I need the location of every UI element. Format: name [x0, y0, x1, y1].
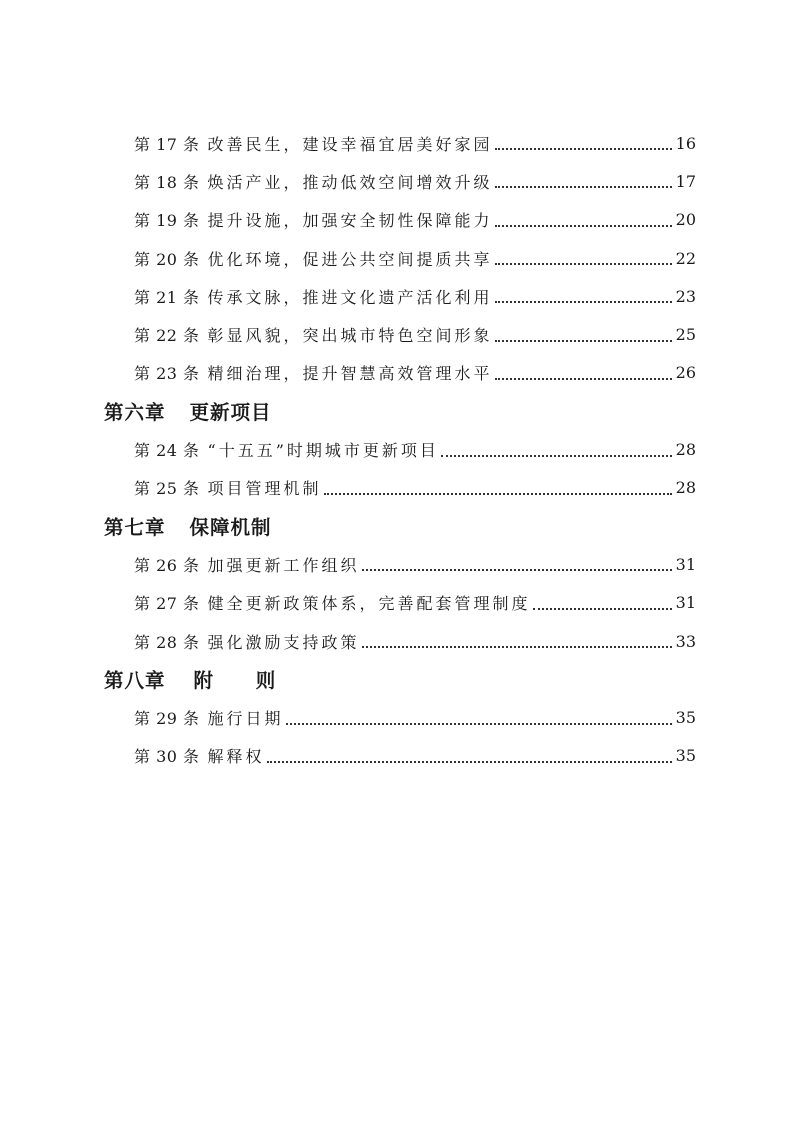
page-number: 22: [675, 248, 696, 268]
page-number: 33: [675, 631, 696, 651]
page-number: 20: [675, 210, 696, 230]
article-number: 第 25 条: [134, 479, 200, 499]
article-number: 第 29 条: [134, 709, 200, 729]
article-number: 第 27 条: [134, 594, 200, 614]
toc-entry[interactable]: [134, 622, 696, 660]
toc-entry[interactable]: [134, 469, 696, 507]
toc-entry[interactable]: [134, 201, 696, 239]
page-number: 28: [675, 440, 696, 460]
chapter-number: 第六章: [104, 401, 166, 425]
chapter-heading: [104, 507, 800, 545]
table-of-contents: [0, 124, 800, 775]
chapter-title: 保障机制: [189, 516, 272, 540]
page-number: 23: [675, 286, 696, 306]
article-number: 第 19 条: [134, 211, 200, 231]
page-number: 28: [675, 478, 696, 498]
page-number: 16: [675, 133, 696, 153]
article-title: “十五五”时期城市更新项目: [207, 441, 439, 461]
article-number: 第 20 条: [134, 249, 200, 269]
toc-entry[interactable]: [134, 584, 696, 622]
dot-leader: [267, 745, 672, 763]
toc-entry[interactable]: [134, 737, 696, 775]
dot-leader: [362, 553, 672, 571]
dot-leader: [533, 592, 672, 610]
article-number: 第 28 条: [134, 632, 200, 652]
toc-entry[interactable]: [134, 430, 696, 468]
chapter-heading: [104, 660, 800, 698]
dot-leader: [362, 630, 672, 648]
chapter-number: 第八章: [104, 669, 166, 693]
page-number: 17: [675, 171, 696, 191]
dot-leader: [495, 170, 672, 188]
dot-leader: [495, 285, 672, 303]
article-title: 健全更新政策体系，完善配套管理制度: [207, 594, 531, 614]
article-title: 改善民生，建设幸福宜居美好家园: [207, 134, 493, 154]
dot-leader: [495, 132, 672, 150]
page-number: 35: [675, 708, 696, 728]
article-number: 第 23 条: [134, 364, 200, 384]
article-number: 第 17 条: [134, 134, 200, 154]
article-number: 第 26 条: [134, 555, 200, 575]
page-number: 35: [675, 746, 696, 766]
chapter-title: 附 则: [193, 669, 294, 693]
toc-entry[interactable]: [134, 545, 696, 583]
article-title: 传承文脉，推进文化遗产活化利用: [207, 287, 493, 307]
toc-entry[interactable]: [134, 354, 696, 392]
article-title: 优化环境，促进公共空间提质共享: [207, 249, 493, 269]
toc-entry[interactable]: [134, 315, 696, 353]
dot-leader: [324, 477, 672, 495]
article-title: 焕活产业，推动低效空间增效升级: [207, 172, 493, 192]
dot-leader: [495, 209, 672, 227]
article-title: 强化激励支持政策: [207, 632, 360, 652]
dot-leader: [441, 439, 672, 457]
dot-leader: [495, 247, 672, 265]
toc-entry[interactable]: [134, 239, 696, 277]
article-number: 第 21 条: [134, 287, 200, 307]
chapter-heading: [104, 392, 800, 430]
article-title: 施行日期: [207, 709, 284, 729]
article-number: 第 18 条: [134, 172, 200, 192]
chapter-number: 第七章: [104, 516, 166, 540]
page-number: 31: [675, 554, 696, 574]
dot-leader: [286, 707, 672, 725]
article-number: 第 22 条: [134, 326, 200, 346]
article-title: 提升设施，加强安全韧性保障能力: [207, 211, 493, 231]
toc-entry[interactable]: [134, 124, 696, 162]
article-title: 项目管理机制: [207, 479, 322, 499]
toc-entry[interactable]: [134, 698, 696, 736]
article-title: 精细治理，提升智慧高效管理水平: [207, 364, 493, 384]
article-title: 加强更新工作组织: [207, 555, 360, 575]
page-number: 31: [675, 593, 696, 613]
toc-entry[interactable]: [134, 162, 696, 200]
dot-leader: [495, 324, 672, 342]
dot-leader: [495, 362, 672, 380]
chapter-title: 更新项目: [189, 401, 272, 425]
article-title: 彰显风貌，突出城市特色空间形象: [207, 326, 493, 346]
article-number: 第 24 条: [134, 441, 200, 461]
article-title: 解释权: [207, 747, 265, 767]
page-number: 26: [675, 363, 696, 383]
toc-entry[interactable]: [134, 277, 696, 315]
article-number: 第 30 条: [134, 747, 200, 767]
page-number: 25: [675, 325, 696, 345]
